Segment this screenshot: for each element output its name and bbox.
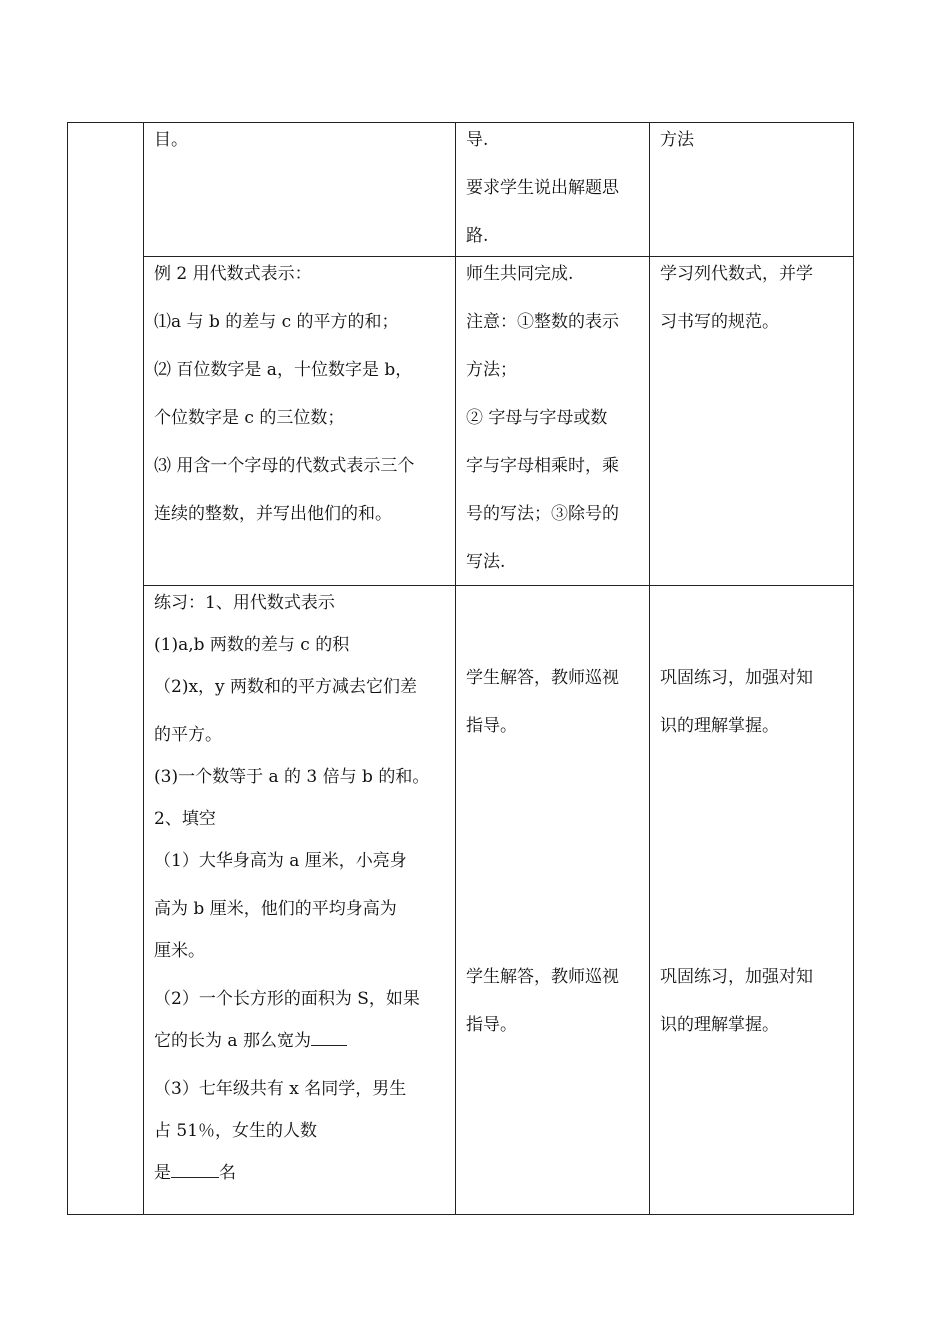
text-line: ⑶ 用含一个字母的代数式表示三个 — [154, 456, 415, 476]
column-divider-2 — [455, 122, 456, 1215]
row3-content-cell — [154, 587, 429, 1199]
row2-content-cell — [154, 258, 414, 546]
text-line: 学生解答，教师巡视 — [466, 668, 619, 688]
text-line: (1)a,b 两数的差与 c 的积 — [154, 635, 350, 655]
text-line: 注意：①整数的表示 — [466, 312, 619, 332]
text-line — [154, 1025, 429, 1073]
row1-content-cell — [154, 124, 188, 172]
text-line: 占 51％，女生的人数 — [154, 1121, 318, 1141]
column-divider-1 — [143, 122, 144, 1215]
text-line: 方法 — [660, 130, 694, 150]
row3-intent-cell-b — [660, 961, 813, 1057]
text-line: （2)x，y 两数和的平方减去它们差 — [154, 677, 418, 697]
text-line: 的平方。 — [154, 725, 222, 745]
row2-activity-cell — [466, 258, 619, 594]
text-line: 写法. — [466, 552, 506, 572]
text-line: (3)一个数等于 a 的 3 倍与 b 的和。 — [154, 767, 430, 787]
row3-activity-cell-b — [466, 961, 619, 1057]
text-line: 个位数字是 c 的三位数； — [154, 408, 345, 428]
row2-intent-cell — [660, 258, 813, 354]
text-line: ⑴a 与 b 的差与 c 的平方的和； — [154, 312, 399, 332]
column-divider-3 — [649, 122, 650, 1215]
text-line: 方法； — [466, 360, 517, 380]
text-line: 例 2 用代数式表示： — [154, 264, 312, 284]
fill-in-blank — [171, 1159, 219, 1178]
table-border-bottom — [67, 1214, 854, 1215]
text-line: 巩固练习，加强对知 — [660, 967, 813, 987]
text-line: 导. — [466, 130, 489, 150]
text-line: （1）大华身高为 a 厘米，小亮身 — [154, 851, 407, 871]
text-line: ② 字母与字母或数 — [466, 408, 608, 428]
text-line: 识的理解掌握。 — [660, 1015, 779, 1035]
row3-activity-cell-a — [466, 662, 619, 758]
text-line: 巩固练习，加强对知 — [660, 668, 813, 688]
text-line: 2、填空 — [154, 809, 216, 829]
table-border-top — [67, 122, 854, 123]
text-line: （2）一个长方形的面积为 S，如果 — [154, 989, 420, 1009]
text-line: 目。 — [154, 130, 188, 150]
text-line: 字与字母相乘时，乘 — [466, 456, 619, 476]
text-segment: 是 — [154, 1163, 171, 1183]
text-line: 厘米。 — [154, 941, 205, 961]
text-line: 路. — [466, 226, 489, 246]
row1-intent-cell — [660, 124, 694, 172]
text-line: 号的写法；③除号的 — [466, 504, 619, 524]
text-line: 识的理解掌握。 — [660, 716, 779, 736]
row3-intent-cell-a — [660, 662, 813, 758]
row1-activity-cell — [466, 124, 619, 268]
text-line: 练习：1、用代数式表示 — [154, 593, 335, 613]
text-line: 习书写的规范。 — [660, 312, 779, 332]
text-line — [154, 1157, 429, 1199]
text-segment: 名 — [219, 1163, 236, 1183]
fill-in-blank — [311, 1027, 347, 1046]
text-line: 学习列代数式，并学 — [660, 264, 813, 284]
table-border-left — [67, 122, 68, 1215]
text-line: 高为 b 厘米，他们的平均身高为 — [154, 899, 397, 919]
text-line: 连续的整数，并写出他们的和。 — [154, 504, 392, 524]
text-line: 指导。 — [466, 716, 517, 736]
text-line: 学生解答，教师巡视 — [466, 967, 619, 987]
text-line: （3）七年级共有 x 名同学，男生 — [154, 1079, 407, 1099]
text-line: 指导。 — [466, 1015, 517, 1035]
text-segment: 它的长为 a 那么宽为 — [154, 1031, 311, 1051]
text-line: ⑵ 百位数字是 a，十位数字是 b， — [154, 360, 413, 380]
table-border-right — [853, 122, 854, 1215]
text-line: 师生共同完成. — [466, 264, 574, 284]
text-line: 要求学生说出解题思 — [466, 178, 619, 198]
